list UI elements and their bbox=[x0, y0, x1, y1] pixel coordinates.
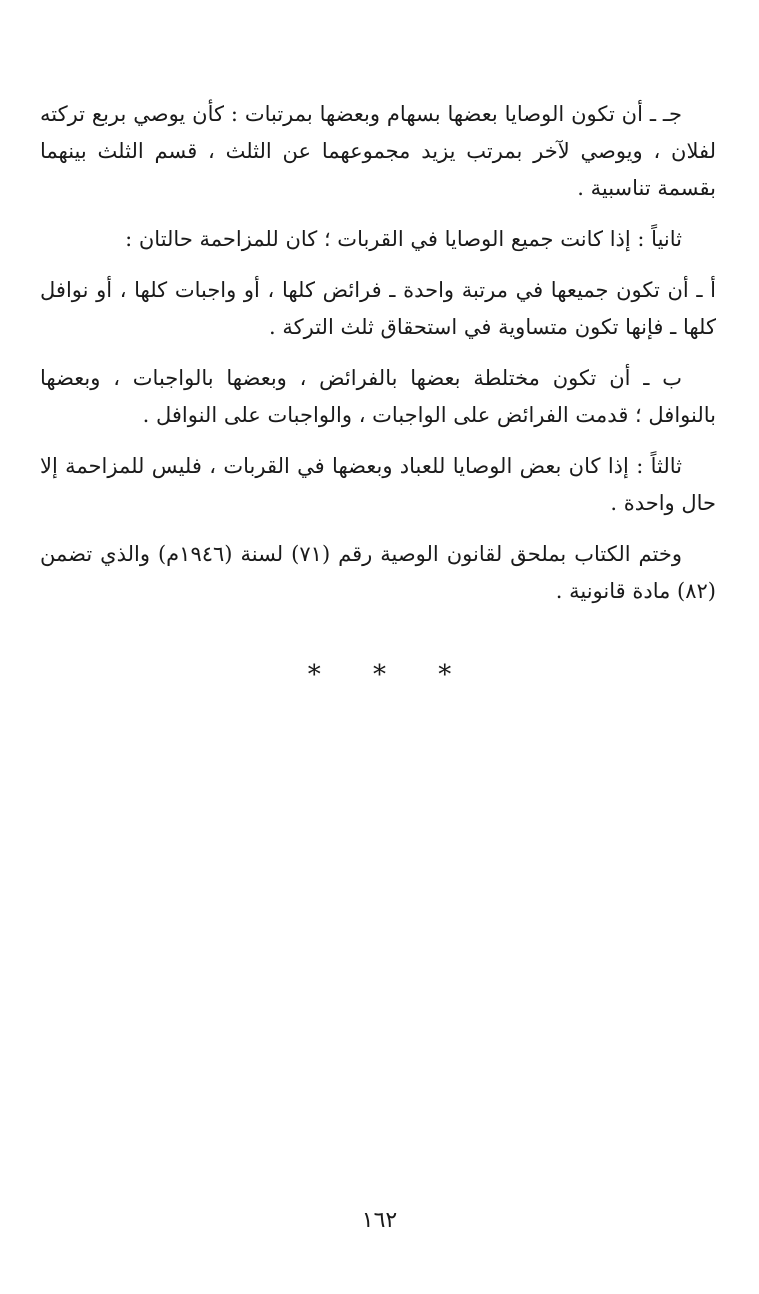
paragraph-closing: وختم الكتاب بملحق لقانون الوصية رقم (٧١) لسنة (١٩٤٦م) والذي تضمن (٨٢) مادة قانونية . bbox=[40, 542, 716, 603]
paragraph-third: ثالثاً : إذا كان بعض الوصايا للعباد وبعضها في القربات ، فليس للمزاحمة إلا حال واحدة . bbox=[40, 454, 716, 515]
paragraph-alif: أ ـ أن تكون جميعها في مرتبة واحدة ـ فرائض كلها ، أو واجبات كلها ، أو نوافل كلها ـ فإنها تكون متساوية في استحقاق ثلث التركة . bbox=[40, 278, 716, 339]
section-separator: * * * bbox=[307, 660, 474, 690]
page-number: ١٦٢ bbox=[361, 1208, 398, 1233]
paragraph-ba: ب ـ أن تكون مختلطة بعضها بالفرائض ، وبعضها بالواجبات ، وبعضها بالنوافل ؛ قدمت الفرائض على الواجبات ، والواجبات على النوافل . bbox=[40, 366, 716, 427]
page-body bbox=[40, 96, 716, 624]
paragraph-second: ثانياً : إذا كانت جميع الوصايا في القربات ؛ كان للمزاحمة حالتان : bbox=[125, 227, 682, 251]
paragraph-jeem: جـ ـ أن تكون الوصايا بعضها بسهام وبعضها بمرتبات : كأن يوصي بربع تركته لفلان ، ويوصي لآخر بمرتب يزيد مجموعهما عن الثلث ، قسم الثلث بينهما بقسمة تناسبية . bbox=[40, 102, 716, 200]
